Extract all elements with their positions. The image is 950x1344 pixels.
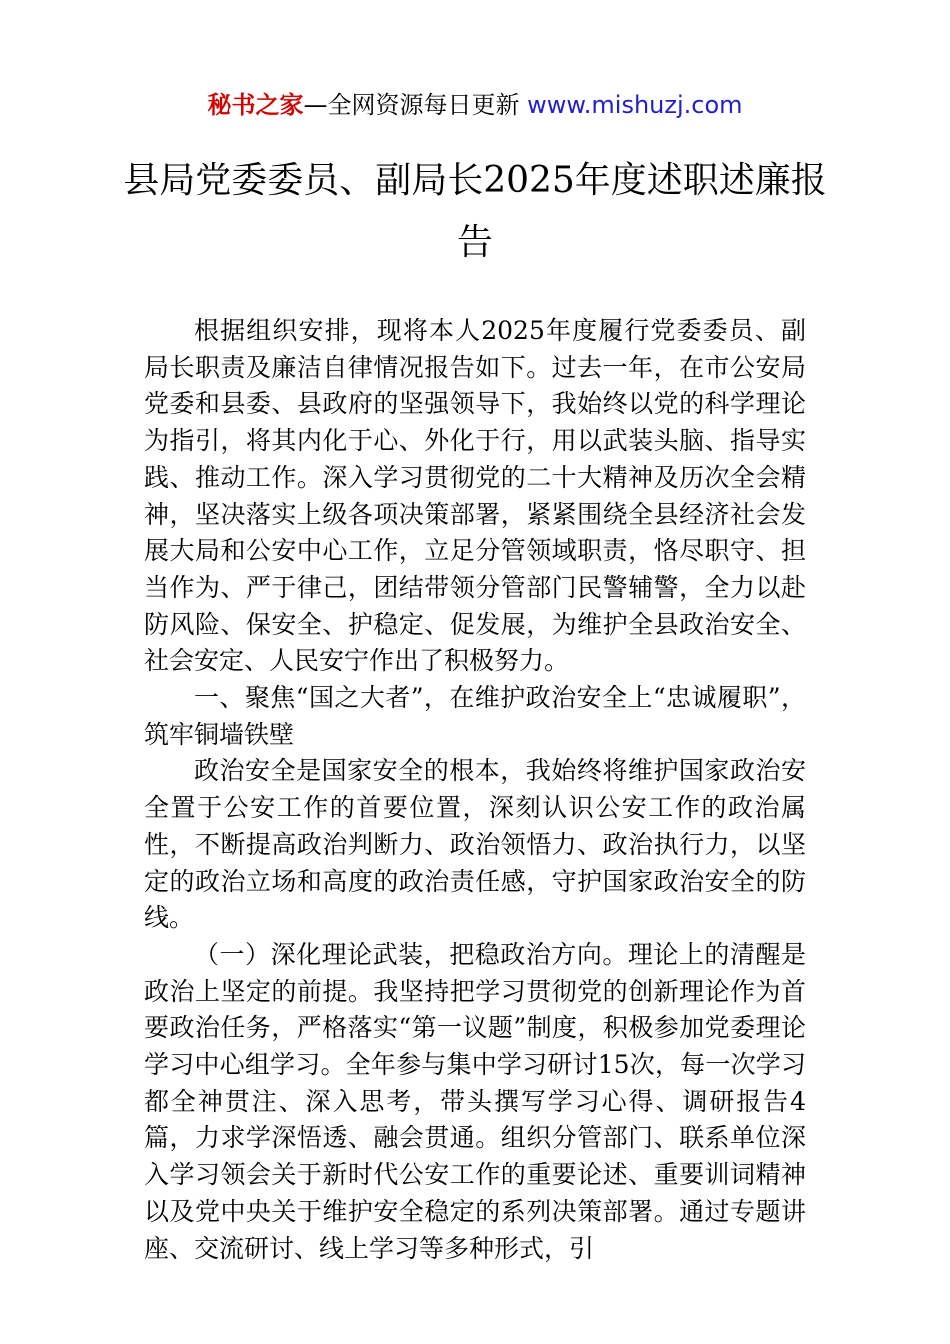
intro-paragraph: 根据组织安排，现将本人2025年度履行党委委员、副局长职责及廉洁自律情况报告如下。过去一年，在市公安局党委和县委、县政府的坚强领导下，我始终以党的科学理论为指引，将其内化于心、外化于行，用以武装头脑、指导实践、推动工作。深入学习贯彻党的二十大精神及历次全会精神，坚决落实上级各项决策部署，紧紧围绕全县经济社会发展大局和公安中心工作，立足分管领域职责，恪尽职守、担当作为、严于律己，团结带领分管部门民警辅警，全力以赴防风险、保安全、护稳定、促发展，为维护全县政治安全、社会安定、人民安宁作出了积极努力。 [144, 316, 806, 676]
site-header [0, 88, 950, 122]
document-body [144, 313, 806, 1267]
section-heading-1: 一、聚焦“国之大者”，在维护政治安全上“忠诚履职”，筑牢铜墙铁壁 [144, 683, 806, 749]
site-url-link[interactable]: www.mishuzj.com [527, 91, 743, 119]
document-title: 县局党委委员、副局长2025年度述职述廉报告 [123, 160, 827, 263]
brand-name: 秘书之家 [207, 91, 304, 119]
subsection-1-paragraph: （一）深化理论武装，把稳政治方向。理论上的清醒是政治上坚定的前提。我坚持把学习贯彻党的创新理论作为首要政治任务，严格落实“第一议题”制度，积极参加党委理论学习中心组学习。全年参与集中学习研讨15次，每一次学习都全神贯注、深入思考，带头撰写学习心得、调研报告4篇，力求学深悟透、融会贯通。组织分管部门、联系单位深入学习领会关于新时代公安工作的重要论述、重要训词精神以及党中央关于维护安全稳定的系列决策部署。通过专题讲座、交流研讨、线上学习等多种形式，引 [144, 939, 806, 1263]
section-1-paragraph: 政治安全是国家安全的根本，我始终将维护国家政治安全置于公安工作的首要位置，深刻认识公安工作的政治属性，不断提高政治判断力、政治领悟力、政治执行力，以坚定的政治立场和高度的政治责任感，守护国家政治安全的防线。 [144, 756, 806, 933]
header-slogan: —全网资源每日更新 [303, 91, 528, 119]
